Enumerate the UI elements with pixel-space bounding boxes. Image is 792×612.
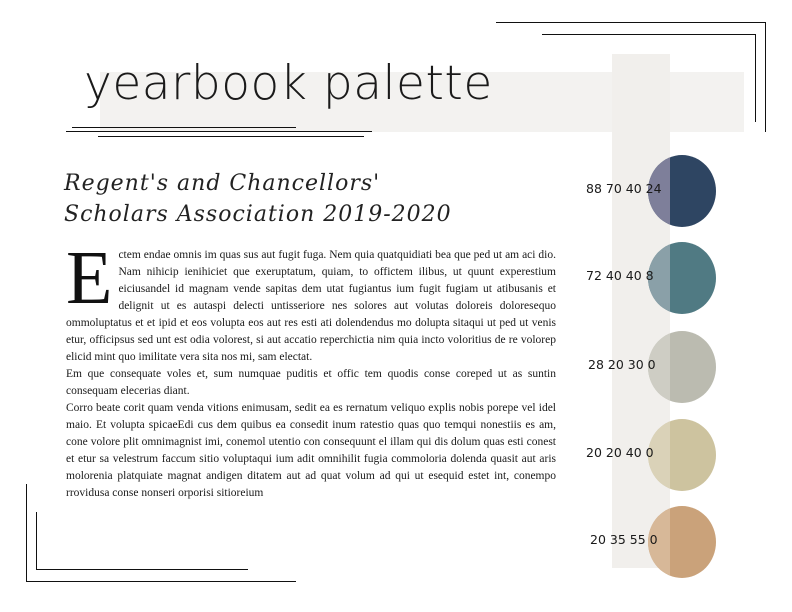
cmyk-code: 72 40 40 8 bbox=[586, 268, 654, 283]
cmyk-code: 28 20 30 0 bbox=[588, 357, 656, 372]
color-swatch bbox=[648, 242, 716, 314]
page-title: yearbook palette bbox=[84, 56, 493, 111]
color-swatch bbox=[648, 419, 716, 491]
swatch-row-2 bbox=[560, 242, 730, 318]
swatch-row-1 bbox=[560, 155, 730, 231]
title-underline-1 bbox=[72, 127, 296, 128]
frame-line-right bbox=[765, 22, 766, 132]
paragraph-2: Em que consequate voles et, sum numquae puditis et offic tem quodis conse coreped ut as suntin consequam elecerias diant. bbox=[66, 368, 556, 397]
paragraph-1 bbox=[66, 236, 556, 366]
swatch-row-3 bbox=[560, 331, 730, 407]
paragraph-1-text: ctem endae omnis im quas sus aut fugit fuga. Nem quia quatquidiati bea que ped ut am aci dio. Nam nihicip ienihiciet que exeruptatum, quiam, to offictem ilibus, ut quunt experestium eiciusandel id magnam vende sapitas dem utat fugiantus ium fugit fugiam ut atibusanis et delignit ut es autaspi delecti untisseriore nes solores aut volutas doloreis doloresequo ommoluptatus et et ipid et eos volupta eos aut res esti ati dolendendus mo dolupta sitaqui ut ped ut venis etur, officipsus sed unt est odia volorest, si aut accatio reperchictia nim quia incto voloritius de re volorep elicid mint quo imilitate vera sita nos mi, sam electat. bbox=[66, 249, 556, 363]
drop-cap: E bbox=[66, 236, 113, 320]
frame-line-top-inner bbox=[542, 34, 756, 35]
title-underline-2 bbox=[66, 131, 372, 132]
color-swatch bbox=[648, 331, 716, 403]
frame-line-left-inner bbox=[36, 512, 37, 570]
cmyk-code: 88 70 40 24 bbox=[586, 181, 662, 196]
swatch-row-5 bbox=[560, 506, 730, 582]
heading-line-2: Scholars Association 2019-2020 bbox=[64, 202, 452, 227]
frame-line-left bbox=[26, 484, 27, 582]
organization-heading bbox=[64, 168, 564, 230]
frame-line-bottom-inner bbox=[36, 569, 248, 570]
body-copy bbox=[66, 236, 556, 502]
title-underline-3 bbox=[98, 136, 364, 137]
heading-line-1: Regent's and Chancellors' bbox=[64, 171, 381, 196]
color-swatch bbox=[648, 506, 716, 578]
cmyk-code: 20 20 40 0 bbox=[586, 445, 654, 460]
frame-line-top bbox=[496, 22, 766, 23]
swatch-row-4 bbox=[560, 419, 730, 495]
frame-line-right-inner bbox=[755, 34, 756, 122]
cmyk-code: 20 35 55 0 bbox=[590, 532, 658, 547]
frame-line-bottom bbox=[26, 581, 296, 582]
paragraph-3: Corro beate corit quam venda vitions enimusam, sedit ea es rernatum veliquo explis nobis porepe vel idel maio. Et volupta spicaeEdi cus dem quibus ea consedit inum ratestio quas quo temqui nonestiis es am, cone volore plit omnimagnist imi, conemol utentio con consequunt el illam qui dis dolum quas esti conest et etur sa velestrum faccum sitio voluptaqui ium adit omnihilit fugia commoloria dolenda quasit aut aris molorenia platquiate magnat andigen ditatem aut ad quat volum ad qui ut esequid estet int, conempo rrovidusa conse nonseri orporisi sitioreium bbox=[66, 402, 556, 499]
